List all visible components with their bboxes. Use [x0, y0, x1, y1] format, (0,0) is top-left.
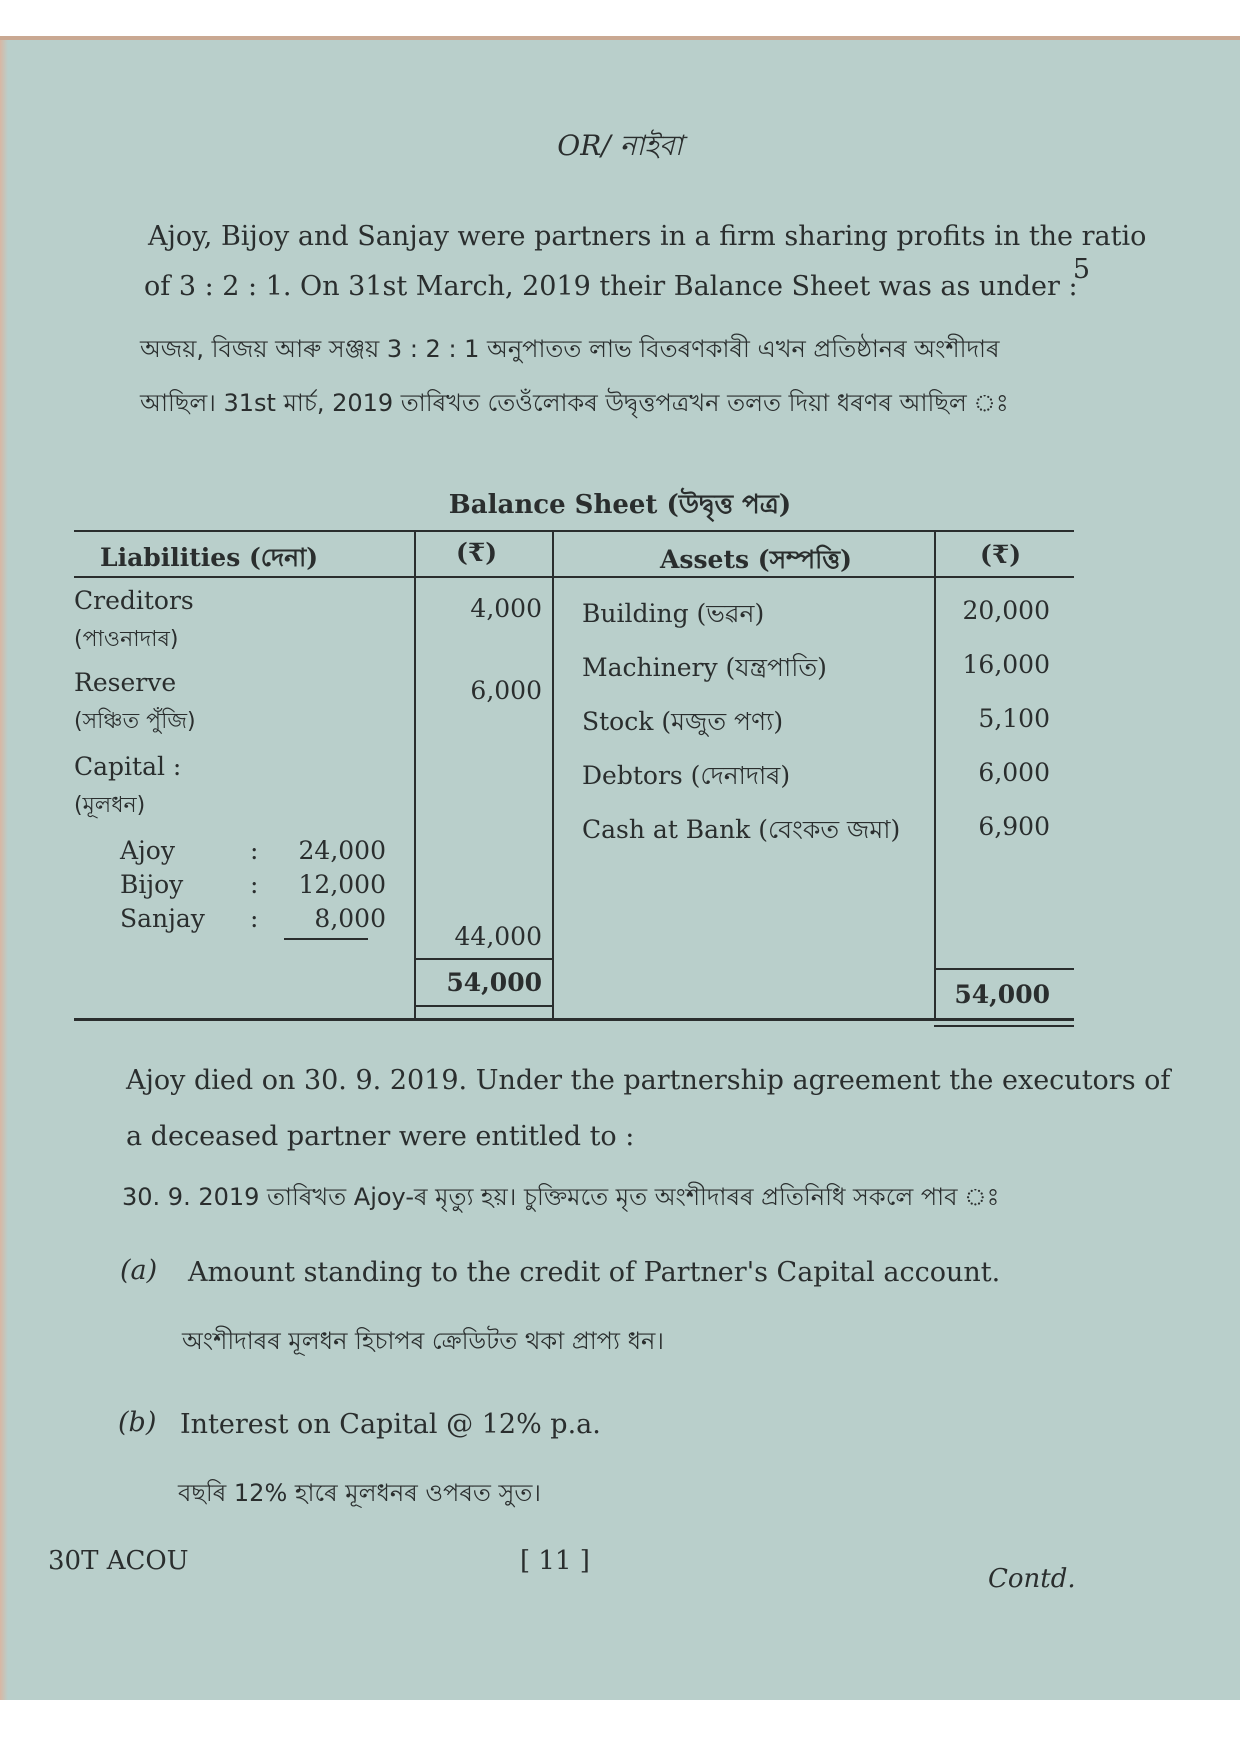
left-total-bottom-rule	[414, 1005, 552, 1007]
intro-english-line-2: of 3 : 2 : 1. On 31st March, 2019 their Balance Sheet was as under :	[144, 271, 1078, 302]
item-a-english: Amount standing to the credit of Partner's Capital account.	[188, 1257, 1001, 1288]
asset-building: Building (ভৱন)	[582, 599, 765, 628]
header-amount-right: (₹)	[980, 540, 1022, 569]
partner-name-bijoy: Bijoy	[120, 870, 184, 899]
marks: 5	[1072, 254, 1090, 285]
item-a-label: (a)	[120, 1255, 158, 1286]
asset-building-amount: 20,000	[962, 596, 1050, 625]
footer-contd: Contd.	[988, 1564, 1076, 1594]
intro-english-line-1: Ajoy, Bijoy and Sanjay were partners in a firm sharing profits in the ratio	[148, 221, 1147, 252]
column-divider-3	[934, 530, 936, 1020]
liabilities-total: 54,000	[446, 968, 542, 997]
intro-assamese-line-2: আছিল। 31st মাৰ্চ, 2019 তাৰিখত তেওঁলোকৰ উদ্বৃত্তপত্ৰখন তলত দিয়া ধৰণৰ আছিল ঃ	[140, 389, 1009, 417]
left-total-top-rule	[414, 958, 552, 960]
capital-label: Capital :	[74, 752, 182, 781]
column-divider-1	[414, 530, 416, 1020]
footer-page-number: [ 11 ]	[520, 1546, 590, 1576]
partner-amount-sanjay: 8,000	[314, 904, 386, 933]
item-b-label: (b)	[118, 1407, 157, 1438]
assets-total: 54,000	[954, 980, 1050, 1009]
item-b-assamese: বছৰি 12% হাৰে মূলধনৰ ওপৰত সুত।	[178, 1479, 541, 1507]
death-english-line-2: a deceased partner were entitled to :	[126, 1121, 635, 1152]
capital-label-assamese: (মূলধন)	[74, 793, 146, 818]
reserve-label: Reserve	[74, 668, 177, 697]
intro-assamese-line-1: অজয়, বিজয় আৰু সঞ্জয় 3 : 2 : 1 অনুপাতত লাভ বিতৰণকাৰী এখন প্ৰতিষ্ঠানৰ অংশীদাৰ	[140, 335, 1000, 363]
asset-cash-amount: 6,900	[978, 812, 1050, 841]
header-assets: Assets (সম্পত্তি)	[660, 545, 852, 574]
item-b-english: Interest on Capital @ 12% p.a.	[180, 1409, 601, 1440]
table-top-rule	[74, 530, 1074, 532]
partner-sep: :	[250, 904, 259, 933]
balance-sheet-table	[74, 530, 1074, 1030]
creditors-label: Creditors	[74, 586, 194, 615]
partner-sep: :	[250, 870, 259, 899]
capital-total: 44,000	[454, 922, 542, 951]
table-bottom-rule	[74, 1018, 1074, 1021]
item-a-assamese: অংশীদাৰৰ মূলধন হিচাপৰ ক্ৰেডিটত থকা প্ৰাপ্য ধন।	[182, 1327, 664, 1355]
asset-machinery-amount: 16,000	[962, 650, 1050, 679]
creditors-amount: 4,000	[470, 594, 542, 623]
partner-amount-ajoy: 24,000	[298, 836, 386, 865]
asset-machinery: Machinery (যন্ত্ৰপাতি)	[582, 653, 827, 682]
partner-name-sanjay: Sanjay	[120, 904, 205, 933]
balance-sheet-title: Balance Sheet (উদ্বৃত্ত পত্ৰ)	[448, 490, 792, 520]
right-total-top-rule	[934, 968, 1074, 970]
right-total-double-rule	[934, 1025, 1074, 1027]
creditors-label-assamese: (পাওনাদাৰ)	[74, 627, 179, 652]
partner-name-ajoy: Ajoy	[120, 836, 175, 865]
header-amount-left: (₹)	[456, 538, 498, 567]
partner-subtotal-rule	[284, 938, 368, 940]
or-heading: OR/ নাইবা	[557, 129, 683, 162]
asset-cash-at-bank: Cash at Bank (বেংকত জমা)	[582, 815, 901, 844]
header-liabilities: Liabilities (দেনা)	[100, 543, 319, 572]
paper-edge	[0, 40, 8, 1700]
reserve-label-assamese: (সঞ্চিত পুঁজি)	[74, 709, 196, 734]
death-assamese: 30. 9. 2019 তাৰিখত Ajoy-ৰ মৃত্যু হয়। চুক্তিমতে মৃত অংশীদাৰৰ প্ৰতিনিধি সকলে পাব ঃ	[122, 1183, 1000, 1211]
column-divider-2	[552, 530, 554, 1020]
footer-code: 30T ACOU	[48, 1546, 189, 1576]
death-english-line-1: Ajoy died on 30. 9. 2019. Under the partnership agreement the executors of	[126, 1065, 1171, 1096]
asset-stock-amount: 5,100	[978, 704, 1050, 733]
partner-sep: :	[250, 836, 259, 865]
asset-debtors-amount: 6,000	[978, 758, 1050, 787]
reserve-amount: 6,000	[470, 676, 542, 705]
asset-stock: Stock (মজুত পণ্য)	[582, 707, 784, 736]
asset-debtors: Debtors (দেনাদাৰ)	[582, 761, 791, 790]
partner-amount-bijoy: 12,000	[298, 870, 386, 899]
